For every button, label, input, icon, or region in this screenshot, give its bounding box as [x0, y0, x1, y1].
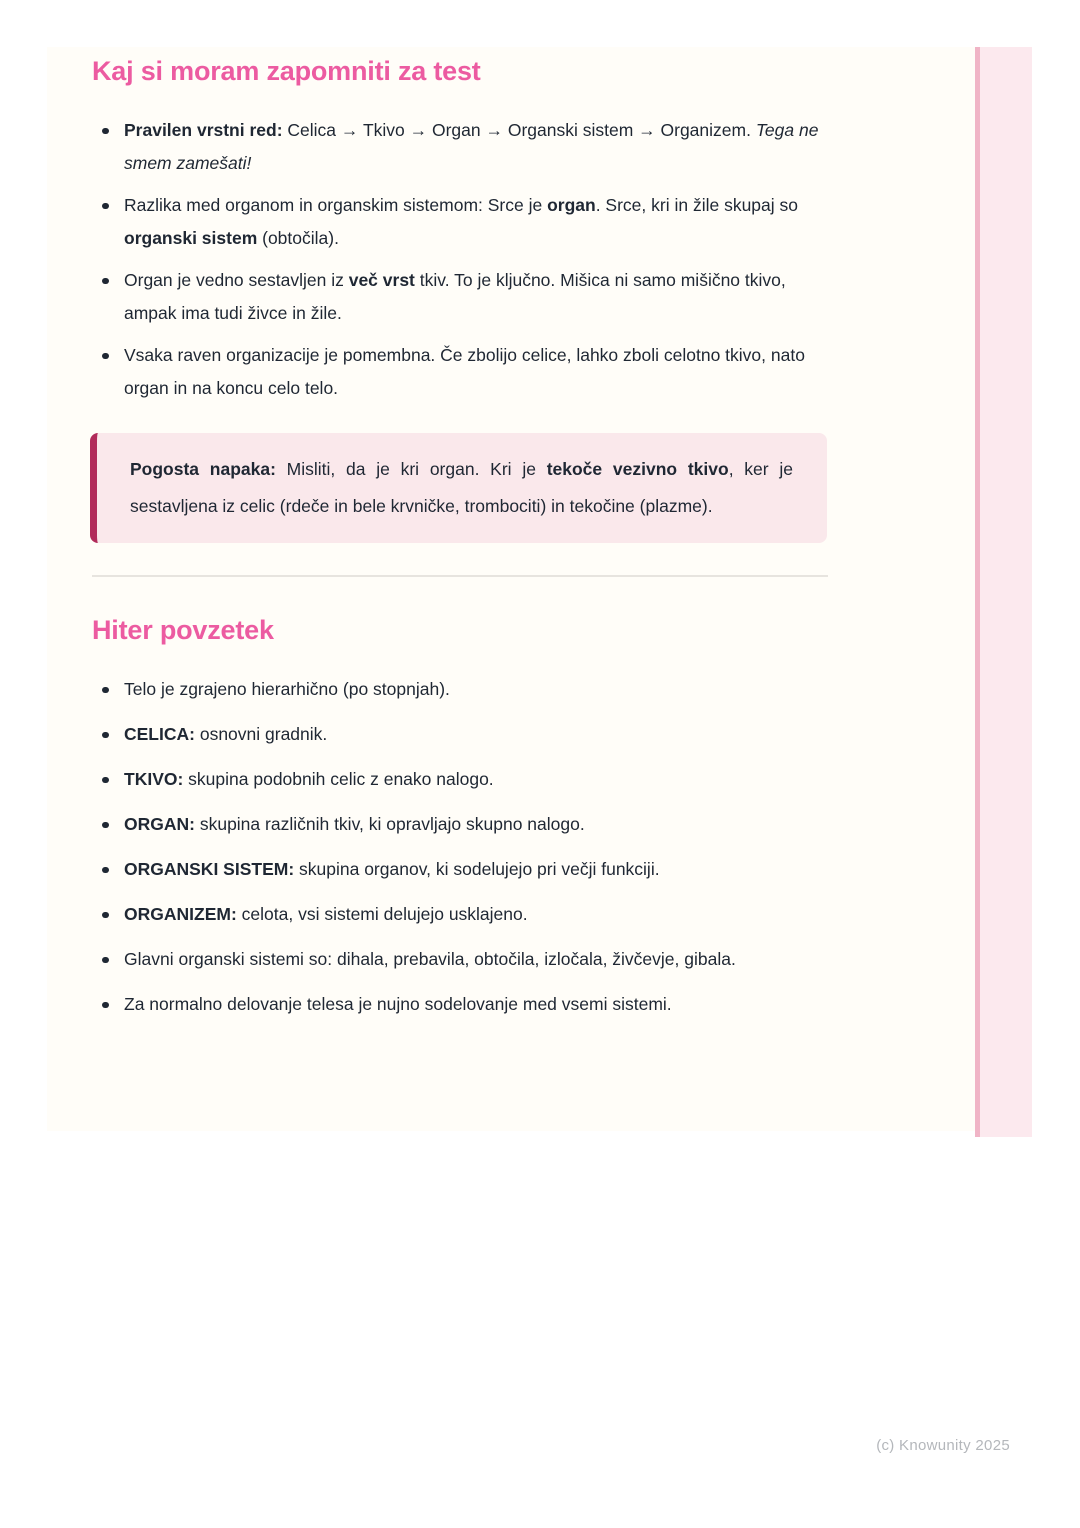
text-segment: . Srce, kri in žile skupaj so: [595, 195, 798, 215]
section-quick-summary: [92, 615, 828, 1021]
text-segment: Misliti, da je kri organ. Kri je: [275, 459, 547, 479]
list-item: [92, 898, 828, 931]
text-segment: Organ je vedno sestavljen iz: [124, 270, 349, 290]
list-item: [92, 114, 828, 180]
list-item: [92, 264, 828, 330]
text-segment: Tega ne smem zamešati!: [124, 120, 819, 173]
text-segment: Vsaka raven organizacije je pomembna. Če zbolijo celice, lahko zboli celotno tkivo, nato organ in na koncu celo telo.: [124, 345, 805, 398]
list-item: [92, 189, 828, 255]
list-item: [92, 673, 828, 706]
section-heading-test: Kaj si moram zapomniti za test: [92, 56, 481, 86]
text-segment: organ: [547, 195, 596, 215]
list-item: [92, 339, 828, 405]
text-segment: Celica → Tkivo → Organ → Organski sistem → Organizem.: [287, 120, 756, 140]
text-segment: skupina organov, ki sodelujejo pri večji funkciji.: [294, 859, 660, 879]
text-segment: celota, vsi sistemi delujejo usklajeno.: [236, 904, 528, 924]
section-test-notes: [92, 56, 828, 405]
accent-strip: [975, 47, 1032, 1137]
text-segment: skupina podobnih celic z enako nalogo.: [183, 769, 494, 789]
bullet-list-test: [92, 114, 828, 405]
text-segment: Pogosta napaka:: [130, 459, 276, 479]
list-item: [92, 808, 828, 841]
list-item: [92, 988, 828, 1021]
text-segment: organski sistem: [124, 228, 258, 248]
text-segment: Za normalno delovanje telesa je nujno sodelovanje med vsemi sistemi.: [124, 994, 672, 1014]
text-segment: , ker je sestavljena iz celic (rdeče in bele krvničke, trombociti) in tekočine (plazme).: [130, 459, 793, 516]
list-item: [92, 943, 828, 976]
text-segment: skupina različnih tkiv, ki opravljajo skupno nalogo.: [194, 814, 585, 834]
bullet-list-summary: [92, 673, 828, 1021]
text-segment: tekoče vezivno tkivo: [546, 459, 729, 479]
section-heading-summary: Hiter povzetek: [92, 615, 274, 645]
text-segment: osnovni gradnik.: [194, 724, 328, 744]
text-segment: tkiv. To je ključno. Mišica ni samo mišično tkivo, ampak ima tudi živce in žile.: [124, 270, 786, 323]
document-content: [92, 47, 828, 1033]
text-segment: Razlika med organom in organskim sistemom: Srce je: [124, 195, 548, 215]
section-divider: [92, 575, 828, 577]
text-segment: Telo je zgrajeno hierarhično (po stopnjah).: [124, 679, 450, 699]
callout-text: [130, 459, 793, 516]
footer-copyright: (c) Knowunity 2025: [876, 1437, 1010, 1454]
text-segment: ORGANIZEM:: [124, 904, 237, 924]
list-item: [92, 853, 828, 886]
text-segment: CELICA:: [124, 724, 195, 744]
text-segment: ORGAN:: [124, 814, 195, 834]
text-segment: (obtočila).: [257, 228, 339, 248]
text-segment: ORGANSKI SISTEM:: [124, 859, 295, 879]
text-segment: Glavni organski sistemi so: dihala, prebavila, obtočila, izločala, živčevje, gibala.: [124, 949, 736, 969]
text-segment: Pravilen vrstni red:: [124, 120, 288, 140]
text-segment: več vrst: [348, 270, 415, 290]
list-item: [92, 718, 828, 751]
text-segment: TKIVO:: [124, 769, 184, 789]
common-mistake-callout: [90, 433, 827, 543]
list-item: [92, 763, 828, 796]
